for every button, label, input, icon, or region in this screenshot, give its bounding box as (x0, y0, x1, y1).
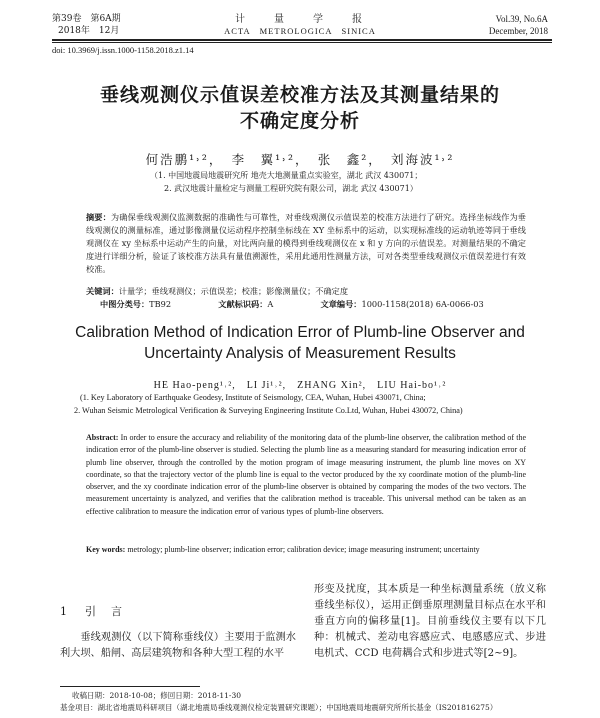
header-rule-thick (52, 39, 552, 41)
authors-en: HE Hao-peng¹˒², LI Ji¹˒², ZHANG Xin², LIU Hai-bo¹˒² (153, 380, 447, 391)
footnote-fund: 基金项目：湖北省地震局科研项目（湖北地震局垂线观测仪检定装置研究课题）；中国地震局地震研究所所长基金（IS201816275） (60, 703, 498, 712)
article-id-value: 1000-1158(2018) 6A-0066-03 (361, 299, 484, 309)
header-volume-cn: 第39卷 第6A期 (52, 14, 121, 24)
abstract-cn-text: 为确保垂线观测仪监测数据的准确性与可靠性，对垂线观测仪示值误差的校准方法进行了研究。选择坐标线作为垂线观测仪的测量标准，通过影像测量仪运动程序控制坐标线在 XY 坐标系中的运动，以实现标准线的运动轨迹等同于垂线观测仪在 xy 坐标系中运动产生的向量，对比两向量的模得到垂线观测仪在 x 和 y 方向的示值误差。对测量结果的不确定度进行详细分析，验证了该校准方法具有量值溯源性，采用此通用性测量方法，可对各类型垂线观测仪示值误差进行有效校准。 (86, 212, 526, 274)
keywords-cn-label: 关键词： (86, 286, 119, 296)
abstract-cn (86, 211, 526, 276)
authors-cn: 何浩鹏¹˒²， 李 翼¹˒²， 张 鑫²， 刘海波¹˒² (145, 152, 455, 167)
title-cn-line1: 垂线观测仪示值误差校准方法及其测量结果的 (99, 84, 500, 106)
doc-code-value: A (267, 299, 274, 309)
header-date-cn: 2018年 12月 (58, 26, 120, 36)
title-en-line2: Uncertainty Analysis of Measurement Results (144, 345, 456, 362)
title-en-line1: Calibration Method of Indication Error of Plumb-line Observer and (75, 324, 525, 341)
title-cn-line2: 不确定度分析 (239, 110, 360, 132)
abstract-cn-label: 摘要： (86, 212, 111, 222)
keywords-en-text: metrology; plumb-line observer; indication error; calibration device; image measuring instrument; uncertainty (127, 545, 480, 554)
abstract-en (86, 432, 526, 518)
affiliation-en-2: 2. Wuhan Seismic Metrological Verification & Surveying Engineering Institute Co.Ltd, Wuhan, Hubei 430072, China) (74, 406, 463, 415)
keywords-cn (86, 285, 526, 298)
keywords-cn-text: 计量学；垂线观测仪；示值误差；校准；影像测量仪；不确定度 (118, 286, 349, 296)
header-rule-thin (52, 42, 552, 43)
doc-code-label: 文献标识码： (218, 299, 268, 309)
article-id-label: 文章编号： (320, 299, 362, 309)
section1-right-paragraph: 形变及扰度，其本质是一种坐标测量系统（放义称垂线坐标仪），运用正倒垂原理测量目标点在水平和垂直方向的偏移量[1]。目前垂线仪主要有以下几种：机械式、差动电容感应式、电感感应式、步进电机式、CCD 电荷耦合式和步进式等[2~9]。 (314, 584, 546, 659)
footnote-received: 收稿日期：2018-10-08；修回日期：2018-11-30 (72, 691, 241, 700)
header-volume-en: Vol.39, No.6A (495, 14, 548, 24)
section-number: 1 (60, 605, 67, 618)
clc-value: TB92 (149, 299, 172, 309)
header-journal-cn: 计 量 学 报 (235, 14, 365, 25)
affiliation-cn-2: 2. 武汉地震计量检定与测量工程研究院有限公司，湖北 武汉 430071） (164, 184, 418, 193)
section-title: 引 言 (85, 605, 124, 618)
affiliation-en-1: (1. Key Laboratory of Earthquake Geodesy, Institute of Seismology, CEA, Wuhan, Hubei 430071, China; (80, 393, 426, 402)
header-journal-en: ACTA METROLOGICA SINICA (224, 26, 376, 36)
doi: doi: 10.3969/j.issn.1000-1158.2018.z1.14 (52, 45, 194, 55)
header-date-en: December, 2018 (488, 26, 548, 36)
affiliation-cn-1: （1. 中国地震局地震研究所 地壳大地测量重点实验室，湖北 武汉 430071； (150, 171, 423, 180)
abstract-en-text: In order to ensure the accuracy and reliability of the monitoring data of the plumb-line observer, the calibration method of the indication error of the plumb-line observer is studied. Selecting the plumb line as a measuring standard for measuring indication error of plumb line observer, through the controlled by the motion program of image measuring instrument, the plumb line moves on XY coordinate, so that the trajectory vector of the plumb line is equal to the vector produced by the xy coordinate motion of the plumb-line observer, and the xy coordinate indication error of the plumb-line observer is obtained by comparing the modes of the two vectors. The measurement uncertainty is analyzed, and verifies that the calibration method is traceable. This universal method can be taken as an effective calibration to measure the indication error of various types of plumb-line observers. (86, 433, 527, 516)
keywords-en-label: Key words: (86, 545, 126, 554)
classification-cn (100, 299, 484, 310)
clc-label: 中图分类号： (100, 299, 150, 309)
section1-left-paragraph: 垂线观测仪（以下简称垂线仪）主要用于监测水利大坝、船闸、高层建筑物和各种大型工程的水平 (60, 632, 296, 659)
section-heading (60, 603, 124, 619)
footnote-rule (60, 686, 200, 687)
keywords-en (86, 544, 526, 556)
abstract-en-label: Abstract: (86, 433, 119, 442)
